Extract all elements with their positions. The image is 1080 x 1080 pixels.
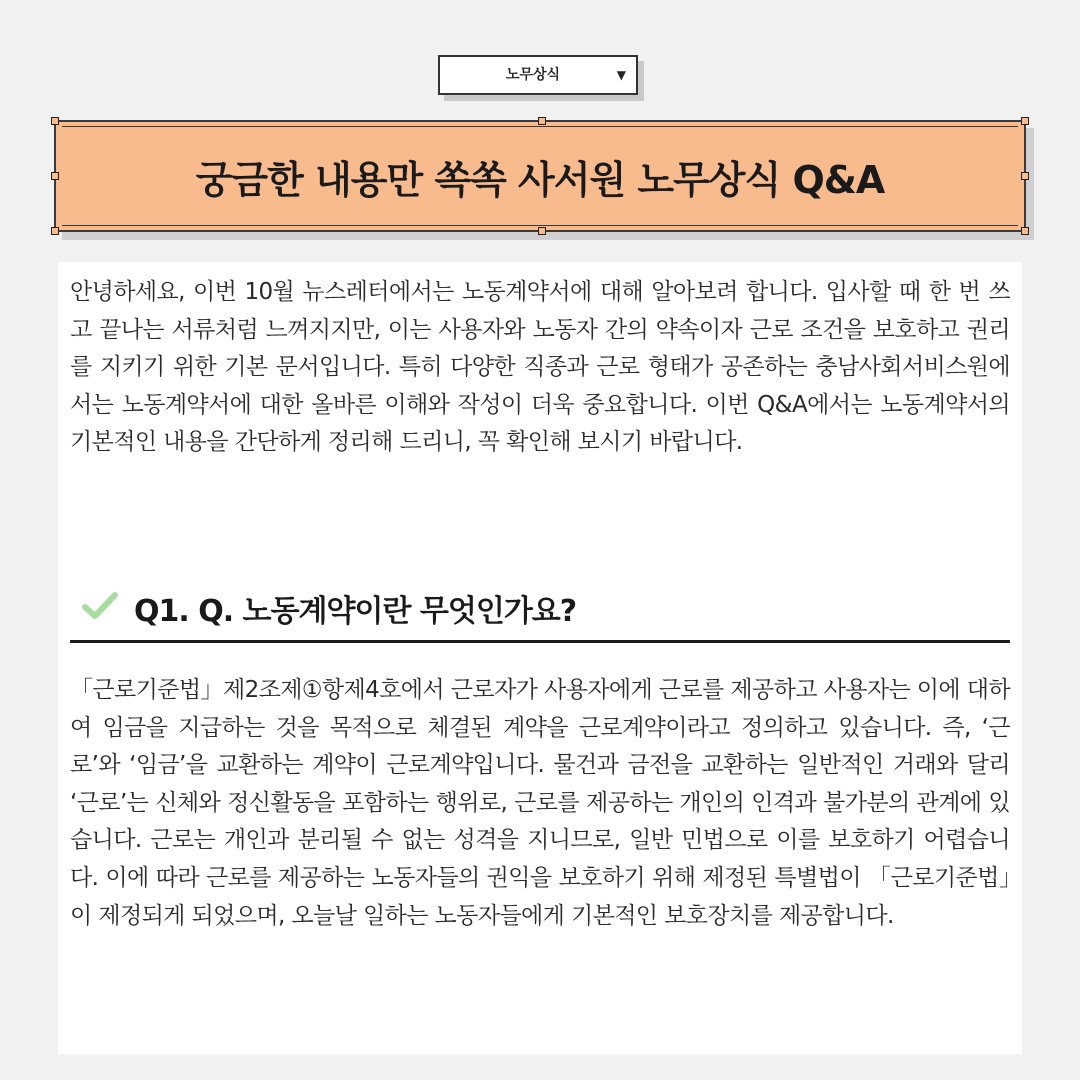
title-banner <box>54 120 1026 232</box>
resize-handle-middle-right <box>1021 172 1029 180</box>
category-dropdown[interactable] <box>438 55 638 95</box>
category-dropdown-value: 노무상식 <box>505 67 561 83</box>
resize-handle-top-right <box>1021 117 1029 125</box>
resize-handle-bottom-right <box>1021 227 1029 235</box>
resize-handle-bottom-center <box>538 227 546 235</box>
intro-paragraph: 안녕하세요, 이번 10월 뉴스레터에서는 노동계약서에 대해 알아보려 합니다. 입사할 때 한 번 쓰고 끝나는 서류처럼 느껴지지만, 이는 사용자와 노동자 간의 약속이자 근로 조건을 보호하고 권리를 지키기 위한 기본 문서입니다. 특히 다양한 직종과 근로 형태가 공존하는 충남사회서비스원에서는 노동계약서에 대한 올바른 이해와 작성이 더욱 중요합니다. 이번 Q&A에서는 노동계약서의 기본적인 내용을 간단하게 정리해 드리니, 꼭 확인해 보시기 바랍니다. <box>70 279 1010 456</box>
page-title: 궁금한 내용만 쏙쏙 사서원 노무상식 Q&A <box>195 157 885 202</box>
resize-handle-top-left <box>51 117 59 125</box>
question-title: Q1. Q. 노동계약이란 무엇인가요? <box>134 594 577 629</box>
resize-handle-top-center <box>538 117 546 125</box>
resize-handle-middle-left <box>51 172 59 180</box>
caret-down-icon: ▼ <box>616 68 626 82</box>
question-divider <box>70 640 1010 643</box>
resize-handle-bottom-left <box>51 227 59 235</box>
article-body <box>58 262 1022 1054</box>
checkmark-icon <box>82 590 118 622</box>
question-heading <box>82 584 982 634</box>
answer-paragraph: 「근로기준법」제2조제①항제4호에서 근로자가 사용자에게 근로를 제공하고 사용자는 이에 대하여 임금을 지급하는 것을 목적으로 체결된 계약을 근로계약이라고 정의하고 있습니다. 즉, ‘근로’와 ‘임금’을 교환하는 계약이 근로계약입니다. 물건과 금전을 교환하는 일반적인 거래와 달리 ‘근로’는 신체와 정신활동을 포함하는 행위로, 근로를 제공하는 개인의 인격과 불가분의 관계에 있습니다. 근로는 개인과 분리될 수 없는 성격을 지니므로, 일반 민법으로 이를 보호하기 어렵습니다. 이에 따라 근로를 제공하는 노동자들의 권익을 보호하기 위해 제정된 특별법이 「근로기준법」이 제정되게 되었으며, 오늘날 일하는 노동자들에게 기본적인 보호장치를 제공합니다. <box>70 677 1010 929</box>
